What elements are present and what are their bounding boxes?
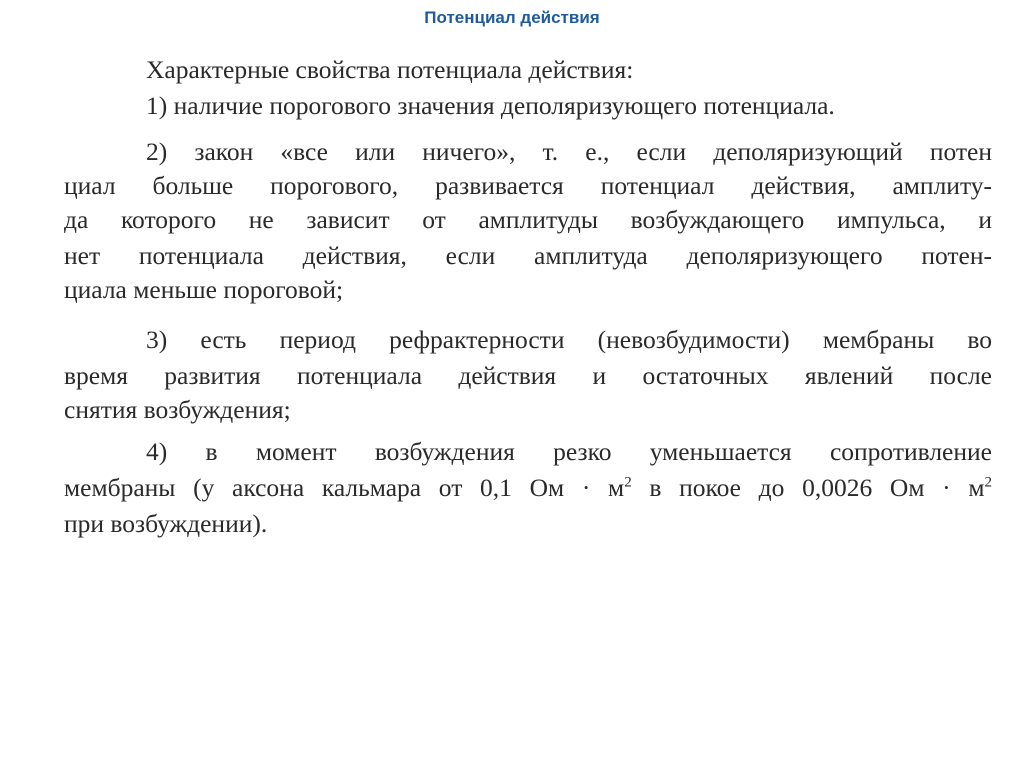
text-fragment: мембраны (у аксона кальмара от 0,1 Ом · м (64, 473, 625, 502)
scanned-text-image (64, 52, 992, 547)
text-line: снятия возбуждения; (64, 395, 291, 424)
text-line-resistance (64, 470, 992, 506)
text-line-item-3: 3) есть период рефрактерности (невозбудимости) мембраны во (146, 325, 992, 354)
text-line-heading: Характерные свойства потенциала действия: (146, 55, 634, 84)
text-line-item-1: 1) наличие порогового значения деполяризующего потенциала. (146, 91, 835, 120)
text-line: циал больше порогового, развивается потенциал действия, амплиту- (64, 171, 992, 200)
superscript: 2 (984, 474, 992, 491)
superscript: 2 (624, 474, 632, 491)
text-line-item-2: 2) закон «все или ничего», т. е., если деполяризующий потен (146, 137, 992, 166)
text-line: циала меньше пороговой; (64, 275, 344, 304)
text-line: при возбуждении). (64, 509, 268, 538)
slide-title: Потенциал действия (424, 8, 600, 27)
text-line: время развития потенциала действия и остаточных явлений после (64, 361, 992, 390)
text-fragment: в покое до 0,0026 Ом · м (631, 473, 985, 502)
text-line-item-4: 4) в момент возбуждения резко уменьшается сопротивление (146, 437, 992, 466)
text-line: нет потенциала действия, если амплитуда деполяризующего потен- (64, 241, 992, 270)
text-line: да которого не зависит от амплитуды возбуждающего импульса, и (64, 205, 992, 234)
